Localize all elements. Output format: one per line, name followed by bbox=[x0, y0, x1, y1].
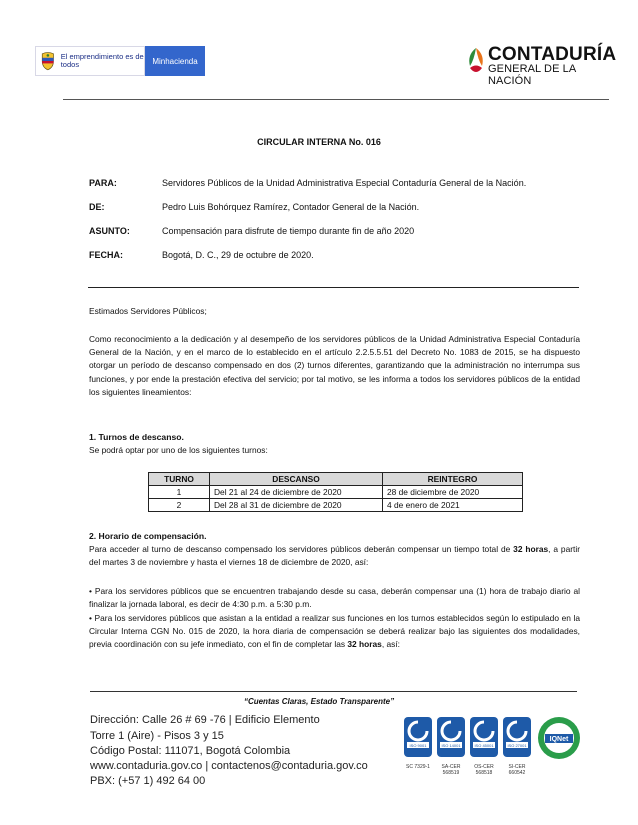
intro-paragraph: Como reconocimiento a la dedicación y al desempeño de los servidores públicos de la Unidad Administrativa Especial Contaduría General de la Nación, y en el marco de lo establecido en el artículo 2.2.5.5.51 del Decreto No. 1083 de 2015, se ha dispuesto otorgar un período de descanso compensado en dos (2) turnos diferentes, garantizando que la administración no interrumpa sus funciones, y por ende la prestación efectiva del servicio; por tal motivo, se les informa a todos los servidores públicos de la entidad los siguientes lineamientos: bbox=[89, 334, 580, 397]
table-header-row bbox=[149, 473, 523, 486]
bullet-item-home bbox=[89, 585, 580, 611]
table-header-turno: TURNO bbox=[149, 473, 210, 486]
table-cell: Del 21 al 24 de diciembre de 2020 bbox=[210, 486, 383, 499]
ministry-label: Minhacienda bbox=[145, 46, 205, 76]
meta-value-fecha: Bogotá, D. C., 29 de octubre de 2020. bbox=[162, 250, 314, 260]
section2-hours: 32 horas bbox=[513, 544, 549, 554]
bullet-icon: • bbox=[89, 613, 95, 623]
section2-text-end: , a partir del martes 3 de noviembre y hasta el viernes 18 de diciembre de 2020, así: bbox=[89, 544, 580, 568]
meta-label-asunto: ASUNTO: bbox=[89, 226, 130, 236]
turnos-table bbox=[148, 472, 523, 512]
table-cell: Del 28 al 31 de diciembre de 2020 bbox=[210, 499, 383, 512]
bullet-text-end: , así: bbox=[381, 639, 400, 650]
cert-badge: ISO 45001 bbox=[474, 743, 494, 748]
section1-heading: 1. Turnos de descanso. bbox=[89, 432, 184, 442]
bullet-text: Para los servidores públicos que se encuentren trabajando desde su casa, deberán compensar una (1) hora de trabajo diario al finalizar la jornada laboral, es decir de 4:30 p.m. a 5:30 p.m. bbox=[89, 586, 580, 610]
footer-slogan: “Cuentas Claras, Estado Transparente” bbox=[243, 697, 395, 706]
table-cell: 28 de diciembre de 2020 bbox=[383, 486, 523, 499]
iqnet-cert-icon bbox=[537, 716, 581, 760]
iso-14001-cert-icon bbox=[436, 716, 466, 766]
bullet-item-office bbox=[89, 612, 580, 652]
cert-badge: ISO 14001 bbox=[441, 743, 461, 748]
footer-contact: www.contaduria.gov.co | contactenos@contaduria.gov.co bbox=[90, 760, 368, 772]
cert-badge: ISO 9001 bbox=[409, 743, 427, 748]
cgn-logo-subtitle: GENERAL DE LA NACIÓN bbox=[488, 63, 576, 87]
footer-postal: Código Postal: 111071, Bogotá Colombia bbox=[90, 745, 291, 757]
iqnet-label: IQNet bbox=[549, 736, 569, 743]
section2-heading: 2. Horario de compensación. bbox=[89, 531, 207, 541]
footer-phone: PBX: (+57 1) 492 64 00 bbox=[90, 775, 206, 787]
cert-code: SA-CER 568519 bbox=[441, 764, 461, 776]
cgn-leaf-icon bbox=[466, 46, 486, 76]
iso-27001-cert-icon bbox=[502, 716, 532, 766]
cert-code: SI-CER 660542 bbox=[508, 764, 526, 776]
meta-label-fecha: FECHA: bbox=[89, 250, 123, 260]
header-divider bbox=[63, 99, 609, 100]
meta-value-de: Pedro Luis Bohórquez Ramírez, Contador General de la Nación. bbox=[162, 202, 420, 212]
meta-divider bbox=[88, 287, 579, 288]
government-logo bbox=[35, 46, 205, 76]
bullet-icon: • bbox=[89, 586, 95, 596]
bullet-text: Para los servidores públicos que asistan a la entidad a realizar sus funciones en los turnos establecidos según lo estipulado en la Circular Interna CGN No. 015 de 2020, la hora diaria de compensación se deberá realizar bajo las siguientes dos modalidades, previa coordinación con su jefe inmediato, con el fin de completar las bbox=[89, 613, 580, 650]
meta-label-para: PARA: bbox=[89, 178, 117, 188]
bullet-hours: 32 horas bbox=[347, 639, 382, 650]
cgn-logo bbox=[466, 44, 617, 87]
salutation: Estimados Servidores Públicos; bbox=[89, 306, 207, 316]
section1-text: Se podrá optar por uno de los siguientes turnos: bbox=[89, 445, 268, 455]
footer-tower: Torre 1 (Aire) - Pisos 3 y 15 bbox=[90, 730, 224, 742]
certifications bbox=[403, 716, 583, 780]
meta-value-asunto: Compensación para disfrute de tiempo durante fin de año 2020 bbox=[162, 226, 415, 236]
footer-divider bbox=[90, 691, 577, 692]
gov-logo-text: El emprendimiento es de todos bbox=[60, 52, 144, 69]
meta-label-de: DE: bbox=[89, 202, 105, 212]
section2-paragraph bbox=[89, 543, 580, 569]
iso-45001-cert-icon bbox=[469, 716, 499, 766]
table-row bbox=[149, 499, 523, 512]
cert-code: SC 7329-1 bbox=[406, 764, 430, 770]
table-header-reintegro: REINTEGRO bbox=[383, 473, 523, 486]
cert-code: OS-CER 568518 bbox=[474, 764, 494, 776]
iso-9001-cert-icon bbox=[403, 716, 433, 766]
cert-badge: ISO 27001 bbox=[507, 743, 527, 748]
document-title: CIRCULAR INTERNA No. 016 bbox=[257, 137, 381, 147]
meta-value-para: Servidores Públicos de la Unidad Administrativa Especial Contaduría General de la Nación. bbox=[162, 178, 527, 188]
table-header-descanso: DESCANSO bbox=[210, 473, 383, 486]
footer-address: Dirección: Calle 26 # 69 -76 | Edificio Elemento bbox=[90, 714, 320, 726]
gov-logo-left bbox=[35, 46, 145, 76]
table-cell: 1 bbox=[149, 486, 210, 499]
table-cell: 4 de enero de 2021 bbox=[383, 499, 523, 512]
colombia-crest-icon bbox=[39, 49, 57, 73]
table-row bbox=[149, 486, 523, 499]
cgn-logo-title: CONTADURÍA bbox=[488, 44, 617, 65]
section2-text: Para acceder al turno de descanso compensado los servidores públicos deberán compensar un tiempo total de bbox=[89, 544, 514, 554]
table-cell: 2 bbox=[149, 499, 210, 512]
